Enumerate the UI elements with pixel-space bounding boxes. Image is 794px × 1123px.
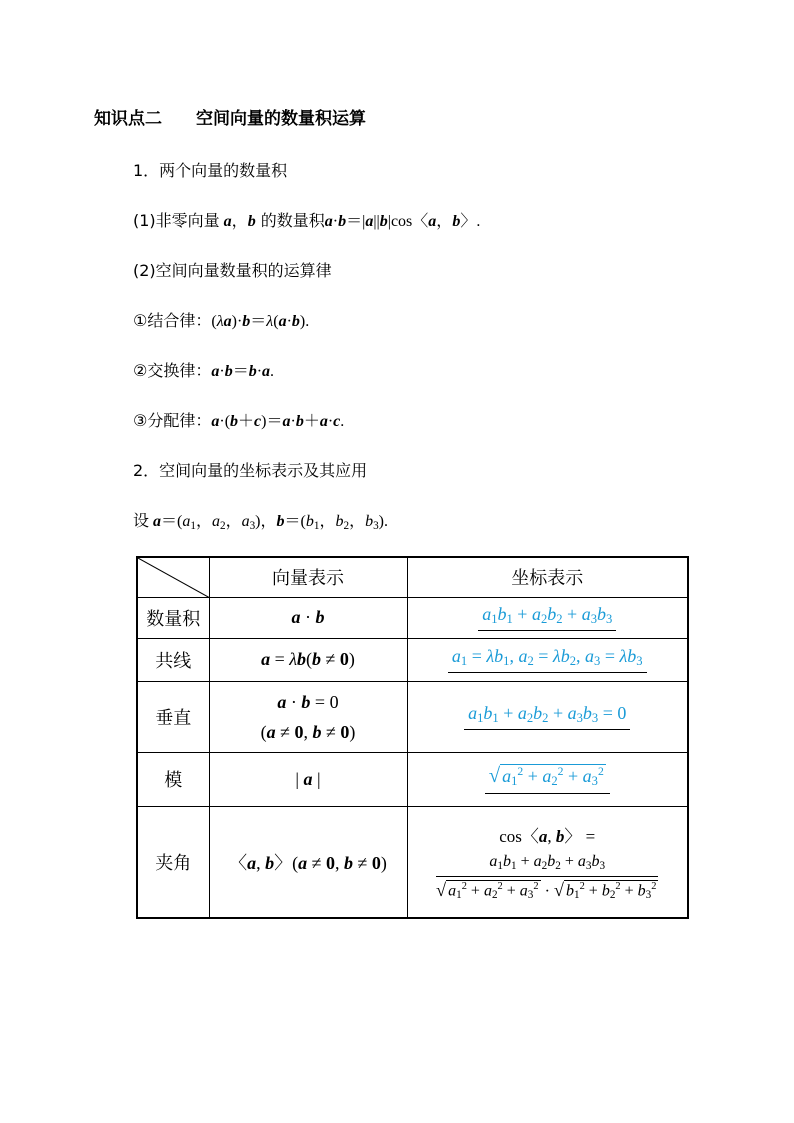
vector-angle: 〈a, b〉(a ≠ 0, b ≠ 0) (209, 806, 407, 918)
vector-dot-product: a · b (209, 597, 407, 638)
coord-angle: cos〈a, b〉 = $a_1b_1 + a_2b_2 + a_3b_3$ √ $a_1^2 + a_2^2 + a_3^2$ · √ $b_1^2 + b_2^2 + b_3^2$ (407, 806, 688, 918)
coordinate-table (136, 556, 689, 919)
heading-title: 空间向量的数量积运算 (196, 109, 366, 129)
vector-collinear: a = λb(b ≠ 0) (209, 638, 407, 681)
laws-title: (2)空间向量数量积的运算律 (133, 261, 332, 280)
dot-product-definition: (1)非零向量 a，b 的数量积a·b＝|a||b|cos〈a，b〉. (133, 211, 481, 230)
coordinate-setup: 设 $a=(a_1$，$a_2$，$a_3$)，$b=(b_1$，$b_2$，$b_3$). (133, 511, 388, 532)
row-label-perpendicular: 垂直 (137, 681, 209, 752)
section-heading (94, 104, 366, 129)
distributive-law: ③分配律：a·(b＋c)＝a·b＋a·c. (133, 411, 345, 430)
associative-law: ①结合律：(λa)·b＝λ(a·b). (133, 311, 310, 330)
diagonal-corner-cell (137, 557, 209, 597)
coord-collinear: $a_1 = \lambda b_1$, $a_2 = \lambda b_2$, $a_3 = \lambda b_3$ (407, 638, 688, 681)
vector-perpendicular: a · b = 0 (a ≠ 0, b ≠ 0) (209, 681, 407, 752)
header-vector: 向量表示 (209, 557, 407, 597)
row-label-collinear: 共线 (137, 638, 209, 681)
point-2-title: 2．空间向量的坐标表示及其应用 (133, 461, 368, 480)
row-label-angle: 夹角 (137, 806, 209, 918)
row-label-dot-product: 数量积 (137, 597, 209, 638)
coord-perpendicular: $a_1b_1 + a_2b_2 + a_3b_3 = 0$ (407, 681, 688, 752)
header-coordinate: 坐标表示 (407, 557, 688, 597)
commutative-law: ②交换律：a·b＝b·a. (133, 361, 275, 380)
row-label-modulus: 模 (137, 752, 209, 806)
point-1-title: 1．两个向量的数量积 (133, 161, 288, 180)
coord-modulus: √ $a_1^2 + a_2^2 + a_3^2$ (407, 752, 688, 806)
vector-modulus: | a | (209, 752, 407, 806)
heading-label: 知识点二 (94, 109, 162, 129)
coord-dot-product: $a_1b_1 + a_2b_2 + a_3b_3$ (407, 597, 688, 638)
